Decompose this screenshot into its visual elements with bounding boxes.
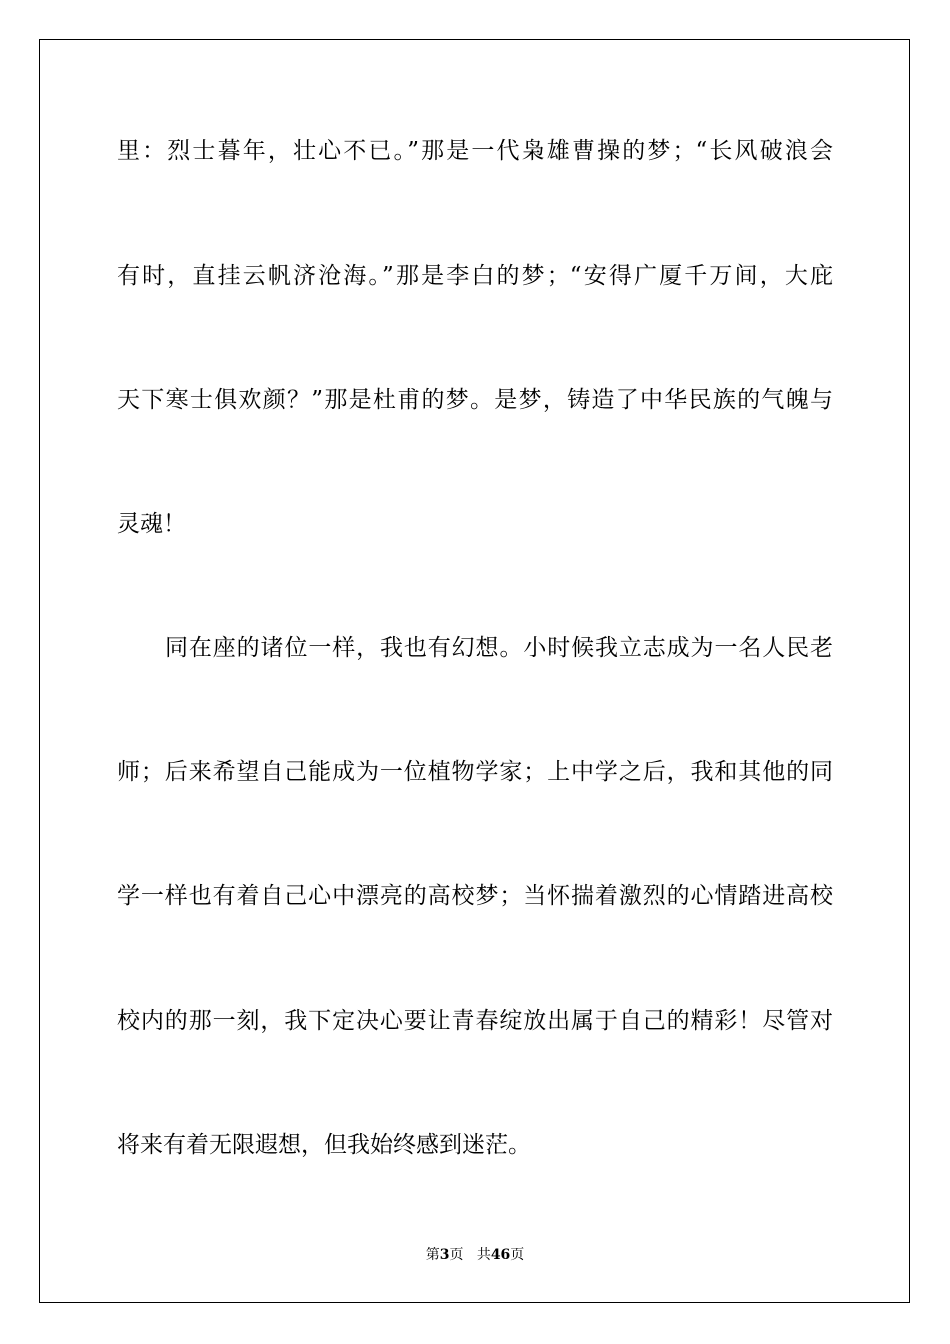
paragraph-first-line: 同在座的诸位一样，我也有幻想。小时候我立志成为一名人民老 xyxy=(165,635,833,661)
page-prefix: 第 xyxy=(425,1247,440,1263)
total-suffix: 页 xyxy=(510,1247,525,1263)
page-number: 3 xyxy=(439,1247,450,1263)
body-text-line: 校内的那一刻，我下定决心要让青春绽放出属于自己的精彩！尽管对 xyxy=(117,1008,833,1034)
page-frame xyxy=(39,39,910,1303)
page-suffix: 页 xyxy=(449,1247,464,1263)
total-pages: 46 xyxy=(490,1247,511,1263)
body-text-line: 里：烈士暮年，壮心不已。”那是一代枭雄曹操的梦；“长风破浪会 xyxy=(117,138,833,164)
body-text-line: 学一样也有着自己心中漂亮的高校梦；当怀揣着激烈的心情踏进高校 xyxy=(117,883,833,909)
body-text-line: 将来有着无限遐想，但我始终感到迷茫。 xyxy=(117,1132,531,1158)
total-prefix: 共 xyxy=(476,1247,491,1263)
page-footer xyxy=(0,1246,950,1264)
body-text-line: 天下寒士俱欢颜？”那是杜甫的梦。是梦，铸造了中华民族的气魄与 xyxy=(117,387,833,413)
body-text-line: 师；后来希望自己能成为一位植物学家；上中学之后，我和其他的同 xyxy=(117,759,833,785)
body-text-line: 灵魂！ xyxy=(117,511,186,537)
body-text-line: 有时，直挂云帆济沧海。”那是李白的梦；“安得广厦千万间，大庇 xyxy=(117,263,833,289)
